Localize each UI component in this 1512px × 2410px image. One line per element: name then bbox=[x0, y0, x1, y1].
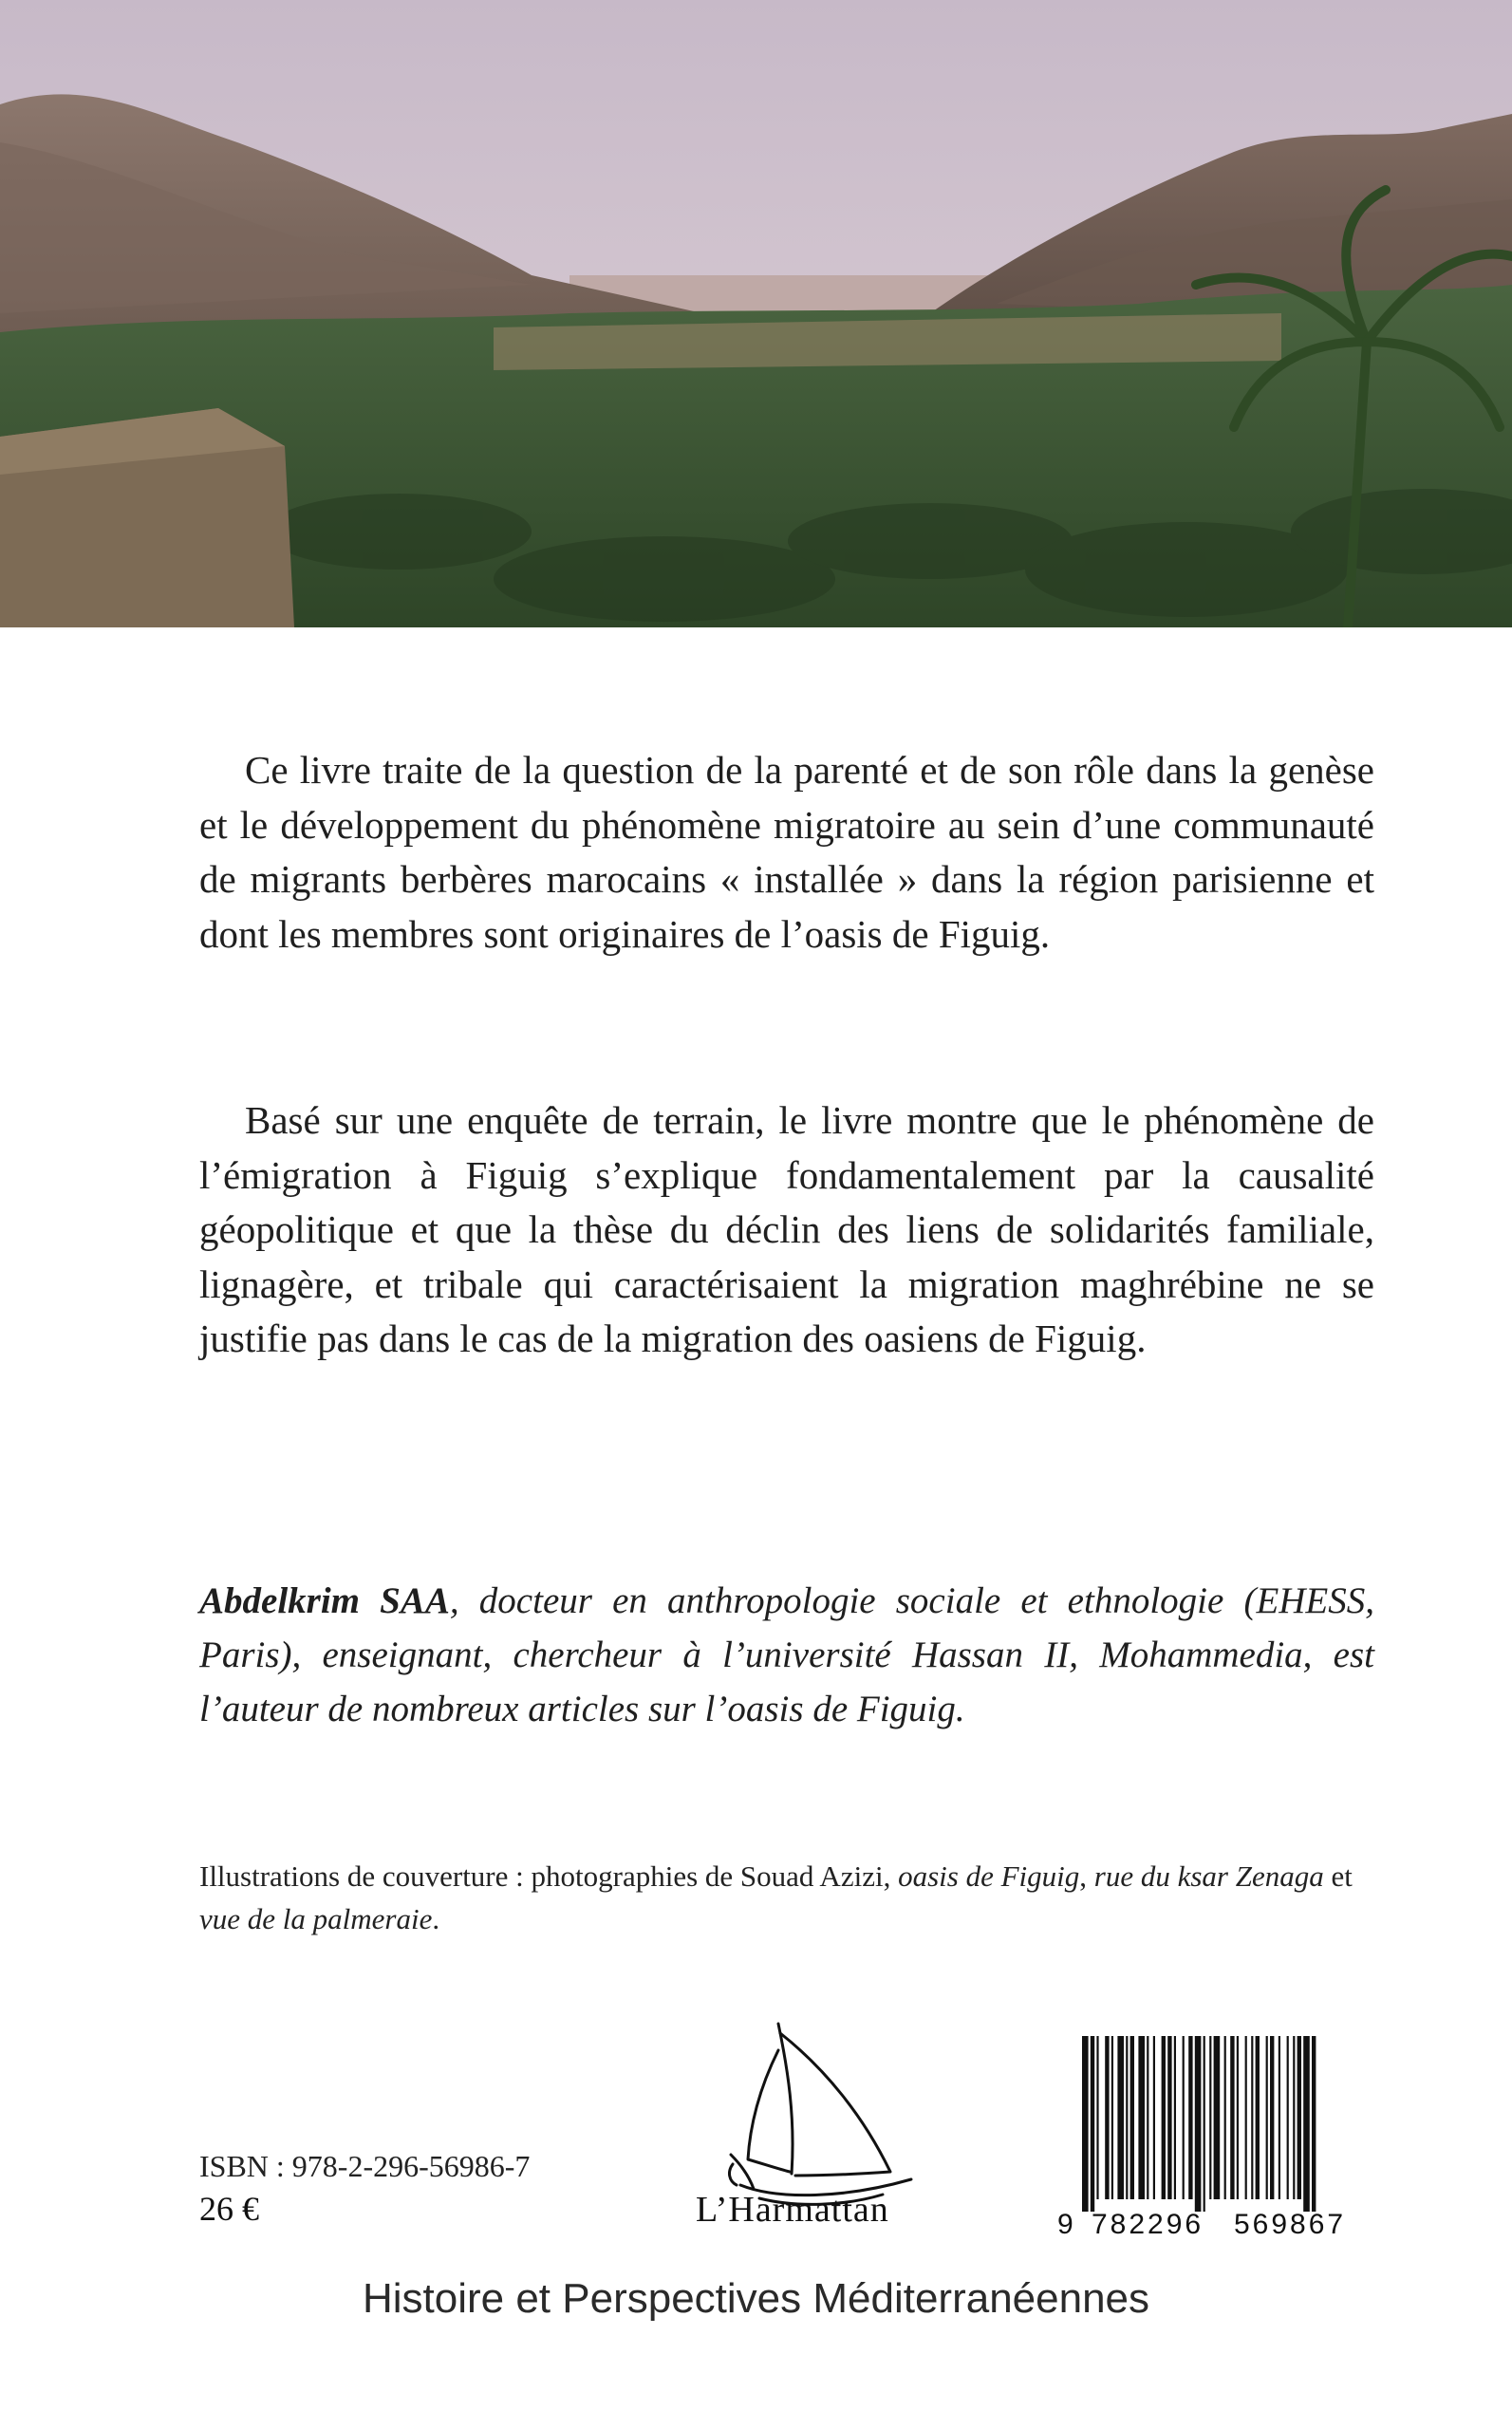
barcode-bar bbox=[1209, 2036, 1211, 2199]
barcode-bar bbox=[1183, 2036, 1185, 2199]
barcode-bar bbox=[1303, 2036, 1310, 2212]
barcode-bar bbox=[1091, 2036, 1094, 2212]
barcode-bar bbox=[1287, 2036, 1289, 2199]
barcode-bar bbox=[1138, 2036, 1145, 2199]
barcode-bar bbox=[1153, 2036, 1155, 2199]
barcode-bar bbox=[1297, 2036, 1301, 2199]
barcode-bar bbox=[1279, 2036, 1280, 2199]
credits-title-2: rue du ksar Zenaga bbox=[1093, 1859, 1324, 1893]
barcode-bar bbox=[1130, 2036, 1134, 2199]
barcode-digit-first: 9 bbox=[1057, 2209, 1073, 2238]
credits-sep-2: et bbox=[1323, 1859, 1353, 1893]
barcode-bar bbox=[1117, 2036, 1124, 2199]
author-bio-text: , docteur en anthropologie sociale et ethnologie (EHESS, Paris), enseignant, chercheur à l’université Hassan II, Mohammedia, est l’auteur de nombreux articles sur l’oasis de Figuig. bbox=[199, 1580, 1374, 1729]
barcode-bar bbox=[1270, 2036, 1274, 2199]
barcode bbox=[1054, 2034, 1381, 2238]
author-name: Abdelkrim SAA bbox=[199, 1580, 450, 1621]
barcode-bar bbox=[1096, 2036, 1098, 2199]
credits-prefix: Illustrations de couverture : photographies de Souad Azizi, bbox=[199, 1859, 899, 1893]
barcode-bar bbox=[1224, 2036, 1226, 2199]
barcode-bar bbox=[1147, 2036, 1148, 2199]
barcode-bar bbox=[1126, 2036, 1128, 2199]
barcode-bar bbox=[1082, 2036, 1089, 2212]
credits-title-3: vue de la palmeraie bbox=[199, 1902, 433, 1935]
barcode-bar bbox=[1245, 2036, 1247, 2199]
barcode-bar bbox=[1312, 2036, 1316, 2212]
oasis-landscape-photo bbox=[0, 0, 1512, 627]
barcode-bar bbox=[1230, 2036, 1234, 2199]
barcode-bar bbox=[1162, 2036, 1166, 2199]
summary-paragraph-2: Basé sur une enquête de terrain, le livre montre que le phénomène de l’émigration à Figuig s’explique fondamentalement par la causalité géopolitique et que la thèse du déclin des liens de solidarités familiale, lignagère, et tribale qui caractérisaient la migration maghrébine ne se justifie pas dans le cas de la migration des oasiens de Figuig. bbox=[199, 1098, 1374, 1360]
barcode-digits-group-1: 782296 bbox=[1092, 2209, 1204, 2238]
series-title: Histoire et Perspectives Méditerranéennes bbox=[362, 2275, 1150, 2322]
barcode-bar bbox=[1174, 2036, 1176, 2199]
barcode-bar bbox=[1105, 2036, 1109, 2199]
barcode-bar bbox=[1214, 2036, 1221, 2199]
barcode-bar bbox=[1293, 2036, 1295, 2199]
barcode-bar bbox=[1167, 2036, 1171, 2199]
credits-sep-1: , bbox=[1079, 1859, 1094, 1893]
barcode-bar bbox=[1266, 2036, 1268, 2199]
summary-paragraph-1: Ce livre traite de la question de la parenté et de son rôle dans la genèse et le développement du phénomène migratoire au sein d’une communauté de migrants berbères marocains « installée » dans la région parisienne et dont les membres sont originaires de l’oasis de Figuig. bbox=[199, 748, 1374, 956]
isbn: ISBN : 978-2-296-56986-7 bbox=[199, 2149, 531, 2183]
barcode-digits-group-2: 569867 bbox=[1234, 2209, 1347, 2238]
barcode-bar bbox=[1188, 2036, 1192, 2199]
barcode-bar bbox=[1251, 2036, 1253, 2199]
publisher-name: L’Harmattan bbox=[696, 2190, 889, 2230]
barcode-bar bbox=[1237, 2036, 1239, 2199]
barcode-bar bbox=[1195, 2036, 1202, 2212]
cover-photo bbox=[0, 0, 1512, 627]
author-bio bbox=[199, 1574, 1374, 1736]
price: 26 € bbox=[199, 2190, 259, 2228]
barcode-bar bbox=[1111, 2036, 1113, 2199]
cover-credits bbox=[199, 1855, 1374, 1940]
credits-title-1: oasis de Figuig bbox=[898, 1859, 1080, 1893]
barcode-bar bbox=[1256, 2036, 1260, 2199]
credits-suffix: . bbox=[432, 1902, 440, 1935]
barcode-bar bbox=[1204, 2036, 1205, 2212]
